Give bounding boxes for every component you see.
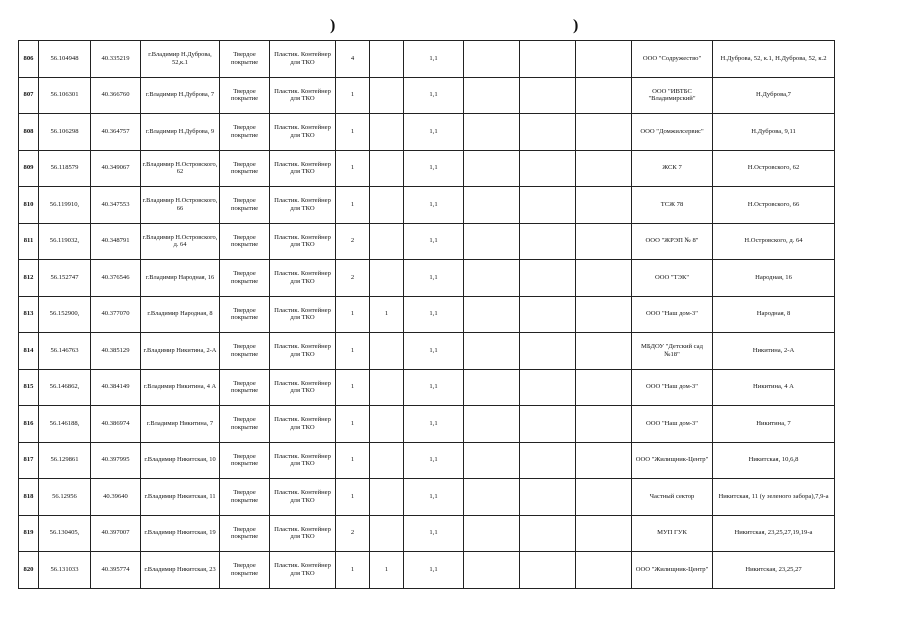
surface-type-cell: Твердое покрытие <box>220 187 270 224</box>
container-type-cell: Пластик. Контейнер для ТКО <box>270 479 336 516</box>
container-volume-cell: 1,1 <box>404 260 464 297</box>
operator-cell: МБДОУ "Детский сад №18" <box>632 333 713 370</box>
empty-col-b-cell <box>520 442 576 479</box>
empty-col-b-cell <box>520 223 576 260</box>
empty-col-c-cell <box>576 150 632 187</box>
address-cell: г.Владимир Н.Островского, 62 <box>141 150 220 187</box>
longitude-cell: 40.348791 <box>91 223 141 260</box>
table-row <box>19 369 835 406</box>
surface-type-cell: Твердое покрытие <box>220 479 270 516</box>
empty-col-a-cell <box>464 442 520 479</box>
empty-col-a-cell <box>464 77 520 114</box>
container-type-cell: Пластик. Контейнер для ТКО <box>270 442 336 479</box>
container-count-cell: 2 <box>336 223 370 260</box>
empty-col-c-cell <box>576 552 632 589</box>
latitude-cell: 56.152747 <box>39 260 91 297</box>
operator-cell: ООО "ТЭК" <box>632 260 713 297</box>
row-number-cell: 820 <box>19 552 39 589</box>
row-number-cell: 807 <box>19 77 39 114</box>
latitude-cell: 56.129861 <box>39 442 91 479</box>
extra-count-cell <box>370 114 404 151</box>
surface-type-cell: Твердое покрытие <box>220 41 270 78</box>
surface-type-cell: Твердое покрытие <box>220 114 270 151</box>
operator-cell: ООО "ЖРЭП № 8" <box>632 223 713 260</box>
empty-col-b-cell <box>520 150 576 187</box>
container-volume-cell: 1,1 <box>404 150 464 187</box>
latitude-cell: 56.106298 <box>39 114 91 151</box>
empty-col-a-cell <box>464 515 520 552</box>
served-addresses-cell: Н.Дуброва, 9,11 <box>713 114 835 151</box>
surface-type-cell: Твердое покрытие <box>220 296 270 333</box>
container-count-cell: 1 <box>336 552 370 589</box>
surface-type-cell: Твердое покрытие <box>220 515 270 552</box>
container-volume-cell: 1,1 <box>404 479 464 516</box>
served-addresses-cell: Никитина, 2-А <box>713 333 835 370</box>
container-volume-cell: 1,1 <box>404 333 464 370</box>
operator-cell: ООО "Содружество" <box>632 41 713 78</box>
row-number-cell: 816 <box>19 406 39 443</box>
table-row <box>19 150 835 187</box>
served-addresses-cell: Никитская, 23,25,27,19,19-а <box>713 515 835 552</box>
latitude-cell: 56.118579 <box>39 150 91 187</box>
empty-col-b-cell <box>520 333 576 370</box>
table-row <box>19 515 835 552</box>
address-cell: г.Владимир Н.Дуброва, 7 <box>141 77 220 114</box>
container-type-cell: Пластик. Контейнер для ТКО <box>270 77 336 114</box>
empty-col-b-cell <box>520 114 576 151</box>
surface-type-cell: Твердое покрытие <box>220 223 270 260</box>
extra-count-cell <box>370 406 404 443</box>
container-count-cell: 4 <box>336 41 370 78</box>
empty-col-c-cell <box>576 333 632 370</box>
address-cell: г.Владимир Никитская, 11 <box>141 479 220 516</box>
table-row <box>19 260 835 297</box>
address-cell: г.Владимир Никитская, 19 <box>141 515 220 552</box>
row-number-cell: 810 <box>19 187 39 224</box>
longitude-cell: 40.395774 <box>91 552 141 589</box>
extra-count-cell <box>370 479 404 516</box>
latitude-cell: 56.119910, <box>39 187 91 224</box>
served-addresses-cell: Народная, 8 <box>713 296 835 333</box>
container-volume-cell: 1,1 <box>404 296 464 333</box>
served-addresses-cell: Никитская, 23,25,27 <box>713 552 835 589</box>
empty-col-b-cell <box>520 260 576 297</box>
latitude-cell: 56.146862, <box>39 369 91 406</box>
extra-count-cell <box>370 442 404 479</box>
container-count-cell: 1 <box>336 77 370 114</box>
latitude-cell: 56.131033 <box>39 552 91 589</box>
empty-col-c-cell <box>576 442 632 479</box>
table-row <box>19 296 835 333</box>
row-number-cell: 806 <box>19 41 39 78</box>
container-volume-cell: 1,1 <box>404 77 464 114</box>
empty-col-b-cell <box>520 552 576 589</box>
container-count-cell: 1 <box>336 442 370 479</box>
empty-col-b-cell <box>520 187 576 224</box>
longitude-cell: 40.384149 <box>91 369 141 406</box>
container-count-cell: 2 <box>336 260 370 297</box>
address-cell: г.Владимир Никитская, 23 <box>141 552 220 589</box>
container-count-cell: 1 <box>336 150 370 187</box>
longitude-cell: 40.349067 <box>91 150 141 187</box>
row-number-cell: 808 <box>19 114 39 151</box>
empty-col-a-cell <box>464 369 520 406</box>
empty-col-c-cell <box>576 41 632 78</box>
address-cell: г.Владимир Народная, 8 <box>141 296 220 333</box>
address-cell: г.Владимир Н.Островского, 66 <box>141 187 220 224</box>
table-row <box>19 41 835 78</box>
empty-col-b-cell <box>520 479 576 516</box>
extra-count-cell <box>370 223 404 260</box>
operator-cell: МУП ГУК <box>632 515 713 552</box>
table-row <box>19 442 835 479</box>
empty-col-a-cell <box>464 114 520 151</box>
surface-type-cell: Твердое покрытие <box>220 552 270 589</box>
container-type-cell: Пластик. Контейнер для ТКО <box>270 150 336 187</box>
surface-type-cell: Твердое покрытие <box>220 150 270 187</box>
container-volume-cell: 1,1 <box>404 515 464 552</box>
address-cell: г.Владимир Никитская, 10 <box>141 442 220 479</box>
container-type-cell: Пластик. Контейнер для ТКО <box>270 406 336 443</box>
extra-count-cell <box>370 369 404 406</box>
row-number-cell: 817 <box>19 442 39 479</box>
served-addresses-cell: Н.Островского, д. 64 <box>713 223 835 260</box>
served-addresses-cell: Н.Островского, 66 <box>713 187 835 224</box>
extra-count-cell <box>370 515 404 552</box>
latitude-cell: 56.12956 <box>39 479 91 516</box>
latitude-cell: 56.152900, <box>39 296 91 333</box>
operator-cell: ООО "ИВТБС "Владимирский" <box>632 77 713 114</box>
empty-col-c-cell <box>576 369 632 406</box>
empty-col-c-cell <box>576 223 632 260</box>
container-volume-cell: 1,1 <box>404 187 464 224</box>
table-row <box>19 187 835 224</box>
container-count-cell: 1 <box>336 187 370 224</box>
empty-col-b-cell <box>520 41 576 78</box>
binder-hole-left: ) <box>330 17 336 34</box>
container-count-cell: 2 <box>336 515 370 552</box>
address-cell: г.Владимир Н.Дуброва, 52,к.1 <box>141 41 220 78</box>
table-row <box>19 77 835 114</box>
address-cell: г.Владимир Никитина, 4 А <box>141 369 220 406</box>
surface-type-cell: Твердое покрытие <box>220 77 270 114</box>
address-cell: г.Владимир Народная, 16 <box>141 260 220 297</box>
empty-col-a-cell <box>464 41 520 78</box>
extra-count-cell <box>370 41 404 78</box>
table-row <box>19 114 835 151</box>
waste-container-sites-table <box>18 40 835 589</box>
container-type-cell: Пластик. Контейнер для ТКО <box>270 260 336 297</box>
binder-hole-right: ) <box>573 17 579 34</box>
container-type-cell: Пластик. Контейнер для ТКО <box>270 114 336 151</box>
longitude-cell: 40.364757 <box>91 114 141 151</box>
row-number-cell: 813 <box>19 296 39 333</box>
latitude-cell: 56.146188, <box>39 406 91 443</box>
empty-col-c-cell <box>576 515 632 552</box>
row-number-cell: 812 <box>19 260 39 297</box>
extra-count-cell <box>370 333 404 370</box>
served-addresses-cell: Никитина, 4 А <box>713 369 835 406</box>
row-number-cell: 819 <box>19 515 39 552</box>
served-addresses-cell: Н.Дуброва, 52, к.1, Н.Дуброва, 52, к.2 <box>713 41 835 78</box>
longitude-cell: 40.335219 <box>91 41 141 78</box>
empty-col-a-cell <box>464 223 520 260</box>
container-volume-cell: 1,1 <box>404 369 464 406</box>
container-volume-cell: 1,1 <box>404 442 464 479</box>
container-volume-cell: 1,1 <box>404 114 464 151</box>
container-volume-cell: 1,1 <box>404 552 464 589</box>
extra-count-cell: 1 <box>370 296 404 333</box>
address-cell: г.Владимир Никитина, 7 <box>141 406 220 443</box>
surface-type-cell: Твердое покрытие <box>220 260 270 297</box>
table-row <box>19 406 835 443</box>
served-addresses-cell: Н.Дуброва,7 <box>713 77 835 114</box>
extra-count-cell <box>370 187 404 224</box>
operator-cell: ООО "Наш дом-3" <box>632 296 713 333</box>
latitude-cell: 56.146763 <box>39 333 91 370</box>
operator-cell: ООО "Жилищник-Центр" <box>632 552 713 589</box>
operator-cell: ТСЖ 78 <box>632 187 713 224</box>
longitude-cell: 40.347553 <box>91 187 141 224</box>
surface-type-cell: Твердое покрытие <box>220 333 270 370</box>
served-addresses-cell: Никитина, 7 <box>713 406 835 443</box>
empty-col-a-cell <box>464 479 520 516</box>
empty-col-a-cell <box>464 406 520 443</box>
empty-col-c-cell <box>576 260 632 297</box>
empty-col-a-cell <box>464 333 520 370</box>
served-addresses-cell: Народная, 16 <box>713 260 835 297</box>
empty-col-c-cell <box>576 296 632 333</box>
surface-type-cell: Твердое покрытие <box>220 369 270 406</box>
container-volume-cell: 1,1 <box>404 223 464 260</box>
operator-cell: Частный сектор <box>632 479 713 516</box>
container-volume-cell: 1,1 <box>404 41 464 78</box>
container-type-cell: Пластик. Контейнер для ТКО <box>270 552 336 589</box>
latitude-cell: 56.104948 <box>39 41 91 78</box>
extra-count-cell: 1 <box>370 552 404 589</box>
empty-col-c-cell <box>576 77 632 114</box>
row-number-cell: 809 <box>19 150 39 187</box>
empty-col-a-cell <box>464 150 520 187</box>
longitude-cell: 40.386974 <box>91 406 141 443</box>
table-row <box>19 333 835 370</box>
operator-cell: ЖСК 7 <box>632 150 713 187</box>
container-count-cell: 1 <box>336 406 370 443</box>
latitude-cell: 56.119032, <box>39 223 91 260</box>
empty-col-b-cell <box>520 515 576 552</box>
container-type-cell: Пластик. Контейнер для ТКО <box>270 223 336 260</box>
container-count-cell: 1 <box>336 114 370 151</box>
operator-cell: ООО "Жилищник-Центр" <box>632 442 713 479</box>
row-number-cell: 811 <box>19 223 39 260</box>
empty-col-c-cell <box>576 187 632 224</box>
latitude-cell: 56.106301 <box>39 77 91 114</box>
container-type-cell: Пластик. Контейнер для ТКО <box>270 515 336 552</box>
served-addresses-cell: Н.Островского, 62 <box>713 150 835 187</box>
served-addresses-cell: Никитская, 10,6,8 <box>713 442 835 479</box>
container-type-cell: Пластик. Контейнер для ТКО <box>270 333 336 370</box>
row-number-cell: 814 <box>19 333 39 370</box>
row-number-cell: 818 <box>19 479 39 516</box>
empty-col-b-cell <box>520 369 576 406</box>
longitude-cell: 40.397995 <box>91 442 141 479</box>
empty-col-c-cell <box>576 406 632 443</box>
longitude-cell: 40.377070 <box>91 296 141 333</box>
extra-count-cell <box>370 150 404 187</box>
table-row <box>19 552 835 589</box>
extra-count-cell <box>370 260 404 297</box>
operator-cell: ООО "Наш дом-3" <box>632 369 713 406</box>
container-count-cell: 1 <box>336 333 370 370</box>
latitude-cell: 56.130405, <box>39 515 91 552</box>
address-cell: г.Владимир Н.Островского, д. 64 <box>141 223 220 260</box>
row-number-cell: 815 <box>19 369 39 406</box>
empty-col-b-cell <box>520 296 576 333</box>
table-row <box>19 223 835 260</box>
served-addresses-cell: Никитская, 11 (у зеленого забора),7,9-а <box>713 479 835 516</box>
empty-col-a-cell <box>464 552 520 589</box>
empty-col-a-cell <box>464 260 520 297</box>
empty-col-c-cell <box>576 114 632 151</box>
longitude-cell: 40.397007 <box>91 515 141 552</box>
table-row <box>19 479 835 516</box>
container-count-cell: 1 <box>336 296 370 333</box>
empty-col-b-cell <box>520 406 576 443</box>
operator-cell: ООО "Наш дом-3" <box>632 406 713 443</box>
surface-type-cell: Твердое покрытие <box>220 406 270 443</box>
empty-col-c-cell <box>576 479 632 516</box>
container-count-cell: 1 <box>336 479 370 516</box>
empty-col-a-cell <box>464 296 520 333</box>
container-count-cell: 1 <box>336 369 370 406</box>
empty-col-a-cell <box>464 187 520 224</box>
longitude-cell: 40.376546 <box>91 260 141 297</box>
empty-col-b-cell <box>520 77 576 114</box>
extra-count-cell <box>370 77 404 114</box>
container-type-cell: Пластик. Контейнер для ТКО <box>270 187 336 224</box>
container-type-cell: Пластик. Контейнер для ТКО <box>270 369 336 406</box>
address-cell: г.Владимир Никитина, 2-А <box>141 333 220 370</box>
operator-cell: ООО "Домжилсервис" <box>632 114 713 151</box>
longitude-cell: 40.385129 <box>91 333 141 370</box>
longitude-cell: 40.366760 <box>91 77 141 114</box>
container-volume-cell: 1,1 <box>404 406 464 443</box>
address-cell: г.Владимир Н.Дуброва, 9 <box>141 114 220 151</box>
container-type-cell: Пластик. Контейнер для ТКО <box>270 41 336 78</box>
surface-type-cell: Твердое покрытие <box>220 442 270 479</box>
container-type-cell: Пластик. Контейнер для ТКО <box>270 296 336 333</box>
longitude-cell: 40.39640 <box>91 479 141 516</box>
